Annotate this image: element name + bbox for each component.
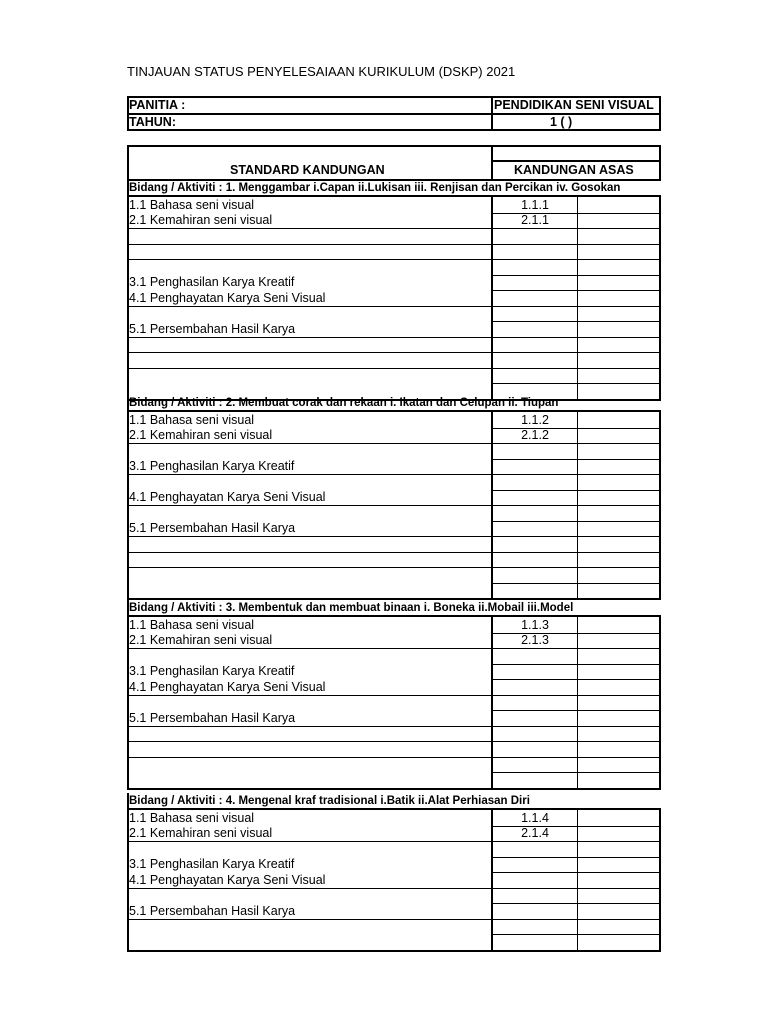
table-row-line-left	[127, 337, 491, 338]
table-row-text: 3.1 Penghasilan Karya Kreatif	[129, 857, 295, 871]
table-row-line	[491, 679, 661, 680]
table-row-line	[491, 443, 661, 444]
section-heading: Bidang / Aktiviti : 4. Mengenal kraf tradisional i.Batik ii.Alat Perhiasan Diri	[129, 795, 530, 807]
table-row-text: 5.1 Persembahan Hasil Karya	[129, 903, 296, 918]
table-row-line	[491, 567, 661, 568]
table-row-line-left	[127, 648, 491, 649]
table-row-text: 4.1 Penghayatan Karya Seni Visual	[129, 872, 326, 887]
table-row-line-left	[127, 505, 491, 506]
table-row-text: 2.1 Kemahiran seni visual	[129, 826, 273, 840]
table-row-line	[491, 306, 661, 307]
table-row-line	[491, 872, 661, 873]
column-header-kandungan: KANDUNGAN ASAS	[514, 163, 634, 177]
table-row-line	[491, 772, 661, 773]
table-row-text: 2.1 Kemahiran seni visual	[129, 633, 273, 647]
section-heading: Bidang / Aktiviti : 2. Membuat corak dan rekaan i. Ikatan dan Celupan ii. Tiupan	[129, 397, 559, 409]
table-row-line	[491, 259, 661, 260]
table-row-line	[491, 505, 661, 506]
table-row-line-left	[127, 443, 491, 444]
table-row-line-left	[127, 552, 491, 553]
table-row-line	[491, 919, 661, 920]
table-row-text: 3.1 Penghasilan Karya Kreatif	[129, 664, 295, 678]
table-row-text: 2.1 Kemahiran seni visual	[129, 428, 273, 442]
table-row-text: 4.1 Penghayatan Karya Seni Visual	[129, 290, 326, 305]
header-divider	[127, 113, 661, 115]
table-row-line-left	[127, 741, 491, 742]
header-col-divider	[491, 96, 493, 131]
panitia-value: PENDIDIKAN SENI VISUAL	[494, 98, 654, 112]
table-row-line-left	[127, 841, 491, 842]
table-row-line	[491, 244, 661, 245]
tahun-value: 1 ( )	[550, 115, 573, 129]
table-row-line	[127, 788, 661, 790]
table-row-code: 2.1.4	[521, 826, 549, 840]
table-row-line	[491, 352, 661, 353]
table-row-line	[491, 490, 661, 491]
table-row-line-left	[127, 228, 491, 229]
table-row-line-left	[127, 368, 491, 369]
table-row-code: 2.1.3	[521, 633, 549, 647]
table-row-text: 1.1 Bahasa seni visual	[129, 810, 255, 825]
table-col-divider-2	[577, 808, 578, 952]
column-header-divider	[491, 145, 493, 181]
table-row-line	[491, 552, 661, 553]
table-row-line	[491, 368, 661, 369]
table-row-text: 1.1 Bahasa seni visual	[129, 197, 255, 212]
table-row-code: 1.1.1	[521, 197, 549, 212]
table-row-line	[491, 583, 661, 584]
table-right-border	[659, 808, 661, 952]
table-row-code: 1.1.3	[521, 617, 549, 632]
table-row-line	[491, 741, 661, 742]
panitia-label: PANITIA :	[129, 98, 186, 112]
table-right-border	[659, 195, 661, 401]
table-row-line	[491, 337, 661, 338]
tahun-label: TAHUN:	[129, 115, 176, 129]
table-row-code: 1.1.2	[521, 412, 549, 427]
table-row-line	[491, 710, 661, 711]
table-row-text: 4.1 Penghayatan Karya Seni Visual	[129, 679, 326, 694]
table-row-line-left	[127, 536, 491, 537]
table-row-line	[491, 521, 661, 522]
table-row-text: 5.1 Persembahan Hasil Karya	[129, 321, 296, 336]
table-row-text: 5.1 Persembahan Hasil Karya	[129, 710, 296, 725]
table-right-border	[659, 615, 661, 790]
table-row-text: 4.1 Penghayatan Karya Seni Visual	[129, 490, 326, 504]
table-row-text: 1.1 Bahasa seni visual	[129, 617, 255, 632]
column-header-rule	[491, 160, 659, 162]
table-row-line-left	[127, 726, 491, 727]
table-row-line	[491, 903, 661, 904]
table-row-line	[491, 383, 661, 384]
table-row-line	[491, 726, 661, 727]
section-heading: Bidang / Aktiviti : 1. Menggambar i.Capan ii.Lukisan iii. Renjisan dan Percikan iv. Gosokan	[129, 182, 621, 194]
table-row-text: 3.1 Penghasilan Karya Kreatif	[129, 275, 295, 289]
table-row-line	[491, 321, 661, 322]
table-row-line	[491, 888, 661, 889]
table-row-text: 1.1 Bahasa seni visual	[129, 412, 255, 427]
section-heading: Bidang / Aktiviti : 3. Membentuk dan membuat binaan i. Boneka ii.Mobail iii.Model	[129, 602, 574, 614]
table-row-text: 3.1 Penghasilan Karya Kreatif	[129, 459, 295, 473]
table-row-line	[491, 857, 661, 858]
table-row-line-left	[127, 888, 491, 889]
table-row-text: 2.1 Kemahiran seni visual	[129, 213, 273, 227]
table-row-line-left	[127, 757, 491, 758]
table-row-code: 1.1.4	[521, 810, 549, 825]
table-row-line-left	[127, 259, 491, 260]
table-row-line-left	[127, 474, 491, 475]
table-col-divider-2	[577, 615, 578, 790]
table-row-line	[491, 290, 661, 291]
table-row-line	[491, 474, 661, 475]
table-row-line-left	[127, 306, 491, 307]
column-header-standard: STANDARD KANDUNGAN	[230, 163, 385, 177]
table-row-line	[127, 950, 661, 952]
table-row-line	[491, 648, 661, 649]
table-row-line	[491, 841, 661, 842]
table-row-line	[491, 459, 661, 460]
table-row-line	[491, 695, 661, 696]
table-row-line	[491, 934, 661, 935]
table-row-line	[491, 275, 661, 276]
table-row-line	[127, 598, 661, 600]
table-row-code: 2.1.2	[521, 428, 549, 442]
table-row-line-left	[127, 567, 491, 568]
table-col-divider-2	[577, 195, 578, 401]
table-row-line-left	[127, 352, 491, 353]
table-row-line-left	[127, 919, 491, 920]
table-row-line-left	[127, 695, 491, 696]
table-row-line	[491, 757, 661, 758]
table-row-line-left	[127, 244, 491, 245]
document-title: TINJAUAN STATUS PENYELESAIAAN KURIKULUM (DSKP) 2021	[127, 64, 516, 79]
table-row-line	[491, 228, 661, 229]
table-row-line	[491, 664, 661, 665]
table-row-code: 2.1.1	[521, 213, 549, 227]
table-row-line	[491, 536, 661, 537]
table-row-text: 5.1 Persembahan Hasil Karya	[129, 521, 296, 535]
